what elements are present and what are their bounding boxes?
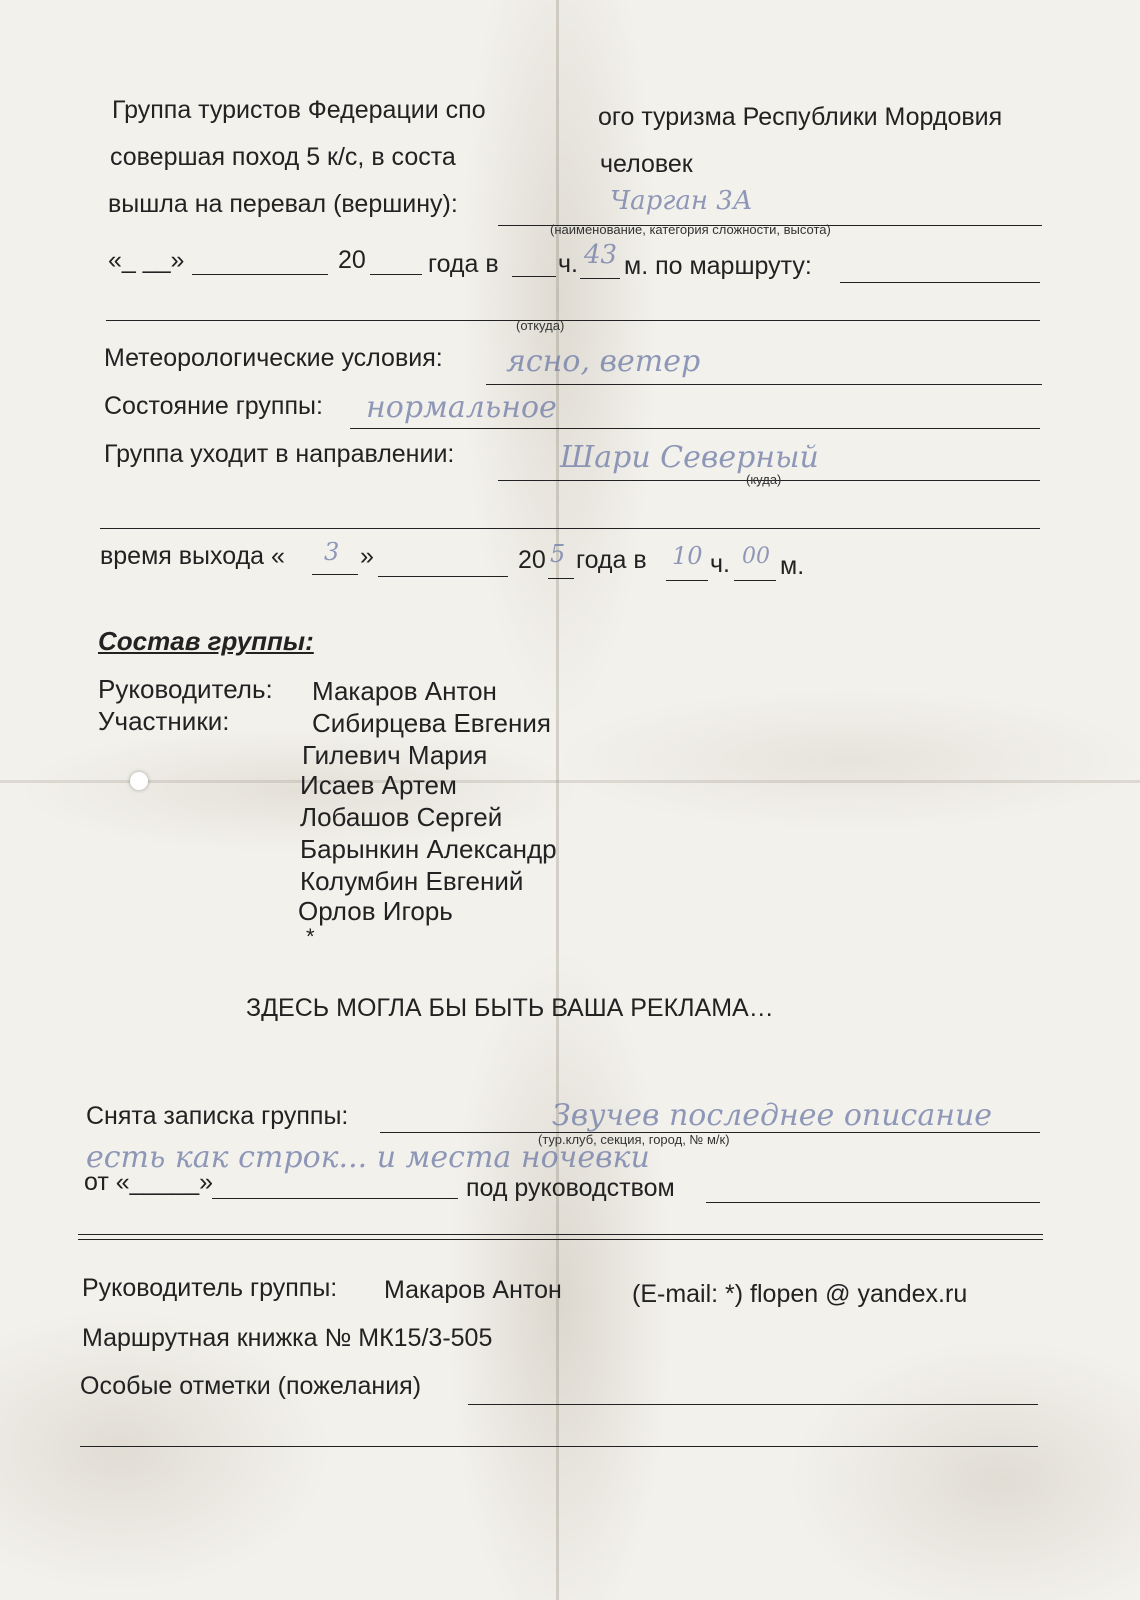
date-open: «_ __» <box>108 246 185 274</box>
condition-handwriting: нормальное <box>366 390 557 425</box>
minute-line[interactable] <box>580 278 620 279</box>
depart-year-prefix: 20 <box>518 546 546 574</box>
year-suffix: года в <box>428 250 499 278</box>
member-5: Барынкин Александр <box>300 834 557 864</box>
removal-label: Снята записка группы: <box>86 1102 349 1130</box>
depart-min-line[interactable] <box>734 580 776 581</box>
depart-year-handwriting: 5 <box>550 540 566 568</box>
weather-label: Метеорологические условия: <box>104 344 443 372</box>
special-notes-line[interactable] <box>468 1404 1038 1405</box>
condition-line[interactable] <box>350 428 1040 429</box>
pass-caption: (наименование, категория сложности, высота) <box>550 222 831 237</box>
depart-day-line[interactable] <box>312 574 358 575</box>
removal-from: от «_____» <box>84 1168 214 1196</box>
depart-label: время выхода « <box>100 542 285 570</box>
direction-handwriting: Шари Северный <box>560 440 819 475</box>
depart-hour-line[interactable] <box>666 580 708 581</box>
intro-line-1-a: Группа туристов Федерации спо <box>112 96 486 124</box>
hours-label: ч. <box>558 250 578 278</box>
to-caption: (куда) <box>746 472 782 487</box>
removal-leader-line[interactable] <box>706 1202 1040 1203</box>
depart-close: » <box>360 542 374 570</box>
leader-label: Руководитель: <box>98 674 273 704</box>
double-separator <box>78 1234 1043 1240</box>
year-line[interactable] <box>370 274 422 275</box>
condition-label: Состояние группы: <box>104 392 323 420</box>
depart-m-label: м. <box>780 552 805 580</box>
removal-leadership: под руководством <box>466 1174 675 1202</box>
depart-hour-handwriting: 10 <box>672 542 703 570</box>
fold-crease-horizontal <box>0 780 1140 783</box>
intro-line-1-b: ого туризма Республики Мордовия <box>598 103 1003 131</box>
depart-day-handwriting: 3 <box>324 538 340 566</box>
member-6: Колумбин Евгений <box>300 866 524 896</box>
members-label: Участники: <box>98 706 230 736</box>
depart-year-line[interactable] <box>548 578 574 579</box>
intro-line-2-a: совершая поход 5 к/с, в соста <box>110 143 456 171</box>
removal-date-line[interactable] <box>212 1198 458 1199</box>
depart-h-label: ч. <box>710 550 730 578</box>
date-month-line[interactable] <box>192 274 328 275</box>
hour-line[interactable] <box>512 276 556 277</box>
year-prefix: 20 <box>338 246 366 274</box>
pass-handwriting: Чарган 3А <box>610 186 753 216</box>
weather-line[interactable] <box>486 384 1042 385</box>
group-heading: Состав группы: <box>98 626 314 656</box>
depart-year-suffix: года в <box>576 546 647 574</box>
removal-caption: (тур.клуб, секция, город, № м/к) <box>538 1132 730 1147</box>
route-label: м. по маршруту: <box>624 252 812 280</box>
minutes-handwriting: 43 <box>584 240 618 270</box>
fold-crease-vertical <box>556 0 559 1600</box>
member-4: Лобашов Сергей <box>300 802 503 832</box>
depart-min-handwriting: 00 <box>742 544 770 569</box>
footer-email: (E-mail: *) flopen @ yandex.ru <box>632 1280 968 1308</box>
member-2: Гилевич Мария <box>302 740 488 770</box>
from-line[interactable] <box>106 320 1040 321</box>
route-book: Маршрутная книжка № МК15/3-505 <box>82 1324 493 1352</box>
footer-leader-label: Руководитель группы: <box>82 1274 338 1302</box>
note-handwriting-2: есть как строк... и места ночевки <box>86 1140 650 1175</box>
footer-leader-name: Макаров Антон <box>384 1276 562 1304</box>
leader-name: Макаров Антон <box>312 676 497 706</box>
direction-line-2[interactable] <box>100 528 1040 529</box>
route-line[interactable] <box>840 282 1040 283</box>
members-asterisk: * <box>306 924 315 949</box>
member-7: Орлов Игорь <box>298 896 453 926</box>
from-caption: (откуда) <box>516 318 565 333</box>
special-notes-label: Особые отметки (пожелания) <box>80 1372 422 1400</box>
depart-month-line[interactable] <box>378 576 508 577</box>
ad-text: ЗДЕСЬ МОГЛА БЫ БЫТЬ ВАША РЕКЛАМА… <box>246 994 774 1022</box>
punch-hole <box>130 772 148 790</box>
intro-line-2-b: человек <box>600 150 693 178</box>
direction-label: Группа уходит в направлении: <box>104 440 455 468</box>
note-handwriting-1: Звучев последнее описание <box>552 1098 993 1133</box>
member-3: Исаев Артем <box>300 770 457 800</box>
weather-handwriting: ясно, ветер <box>506 344 701 379</box>
special-notes-line-2[interactable] <box>80 1446 1038 1447</box>
pass-label: вышла на перевал (вершину): <box>108 190 458 218</box>
member-1: Сибирцева Евгения <box>312 708 551 738</box>
